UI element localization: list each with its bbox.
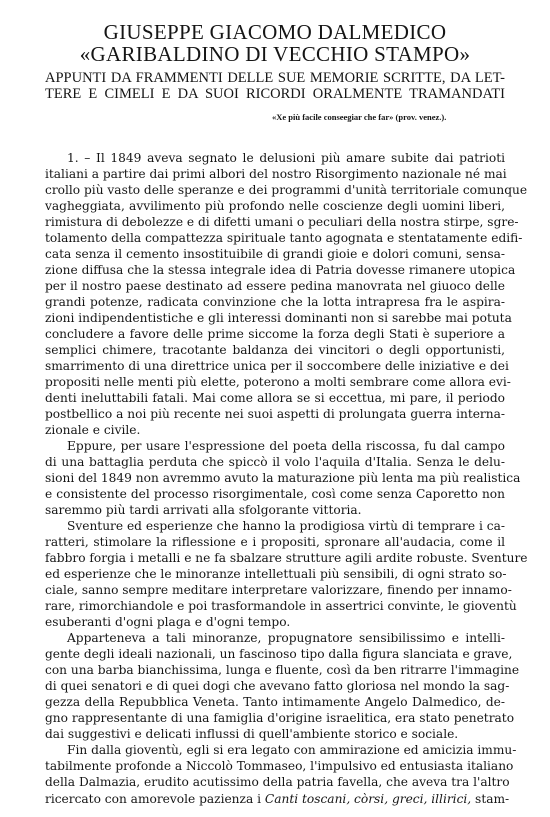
body-line: ratteri, stimolare la riflessione e i propositi, spronare all'audacia, come il xyxy=(45,535,505,549)
epigraph: «Xe più facile conseegiar che far» (prov. venez.). xyxy=(272,112,447,122)
body-line: Fin dalla gioventù, egli si era legato con ammirazione ed amicizia immu- xyxy=(67,743,517,757)
subtitle-line-1: APPUNTI DA FRAMMENTI DELLE SUE MEMORIE SCRITTE, DA LET- xyxy=(45,70,505,86)
article-title: «GARIBALDINO DI VECCHIO STAMPO» xyxy=(79,42,471,66)
body-line: saremmo più tardi arrivati alla sfolgorante vittoria. xyxy=(45,503,362,517)
body-line: sioni del 1849 non avremmo avuto la maturazione più lenta ma più realistica xyxy=(45,471,521,485)
last-line-end: stam- xyxy=(471,792,510,806)
body-line: Sventure ed esperienze che hanno la prodigiosa virtù di temprare i ca- xyxy=(67,519,505,533)
body-line: rimistura di debolezze e di difetti umani o peculiari della nostra stirpe, sgre- xyxy=(45,215,519,229)
body-line: denti ineluttabili fatali. Mai come allora se si eccettua, mi pare, il periodo xyxy=(45,391,505,405)
subtitle-line-2: TERE E CIMELI E DA SUOI RICORDI ORALMENTE TRAMANDATI xyxy=(45,86,505,102)
body-line: gezza della Repubblica Veneta. Tanto intimamente Angelo Dalmedico, de- xyxy=(45,695,505,709)
body-line: zionale e civile. xyxy=(45,423,141,437)
body-line: con una barba bianchissima, lunga e fluente, così da ben ritrarre l'immagine xyxy=(45,663,520,677)
body-line: dai suggestivi e delicati influssi di quell'ambiente storico e sociale. xyxy=(45,727,459,741)
body-line: di quei senatori e di quei dogi che avevano fatto gloriosa nel mondo la sag- xyxy=(45,679,510,693)
body-line: esuberanti d'ogni plaga e d'ogni tempo. xyxy=(45,615,291,629)
body-line: zione diffusa che la stessa integrale idea di Patria dovesse rimanere utopica xyxy=(45,263,516,277)
body-line: gno rappresentante di una famiglia d'origine israelitica, era stato penetrato xyxy=(45,711,515,725)
body-line: per il nostro paese destinato ad essere pedina manovrata nel giuoco delle xyxy=(45,279,505,293)
body-line: ciale, sanno sempre meditare interpretare valorizzare, finendo per innamo- xyxy=(45,583,512,597)
body-line: fabbro forgia i metalli e ne fa sbalzare strutture agili ardite robuste. Sventure xyxy=(45,551,528,565)
body-line: concludere a favore delle prime siccome la forza degli Stati è superiore a xyxy=(45,327,505,341)
body-line: rare, rimorchiandole e poi trasformandole in assertrici convinte, le gioventù xyxy=(45,599,517,613)
body-line: di una battaglia perduta che spiccò il volo l'aquila d'Italia. Senza le delu- xyxy=(45,455,505,469)
body-line: Eppure, per usare l'espressione del poeta della riscossa, fu dal campo xyxy=(67,439,505,453)
body-line: smarrimento di una direttrice unica per il soccombere delle iniziative e dei xyxy=(45,359,509,373)
body-line: propositi nelle menti più elette, poterono a molti sembrare come allora evi- xyxy=(45,375,511,389)
body-line: tolamento della compattezza spirituale tanto agognata e stentatamente edifi- xyxy=(45,231,523,245)
body-line: 1. – Il 1849 aveva segnato le delusioni più amare subite dai patrioti xyxy=(67,151,505,165)
body-line: zioni indipendentistiche e gli interessi dominanti non si sarebbe mai potuta xyxy=(45,311,512,325)
italic-titles: Canti toscani, còrsi, greci, illirici, xyxy=(264,792,472,806)
last-line-start: ricercato con amorevole pazienza i xyxy=(45,792,265,806)
body-line: postbellico a noi più recente nei suoi aspetti di prolungata guerra interna- xyxy=(45,407,505,421)
body-line: cata senza il cemento insostituibile di grandi gioie e dolori comuni, sensa- xyxy=(45,247,505,261)
body-line: italiani a partire dai primi albori del nostro Risorgimento nazionale né mai xyxy=(45,167,507,181)
body-line: e consistente del processo risorgimentale, così come senza Caporetto non xyxy=(45,487,505,501)
body-line: Apparteneva a tali minoranze, propugnatore sensibilissimo e intelli- xyxy=(67,631,505,645)
body-line: vagheggiata, avvilimento più profondo nelle coscienze degli uomini liberi, xyxy=(45,199,505,213)
body-line: gente degli ideali nazionali, un fascinoso tipo dalla figura slanciata e grave, xyxy=(45,647,513,661)
body-line: crollo più vasto delle speranze e dei programmi d'unità territoriale comunque xyxy=(45,183,528,197)
body-line-last xyxy=(45,791,510,808)
body-line: tabilmente profonde a Niccolò Tommaseo, l'impulsivo ed entusiasta italiano xyxy=(45,759,514,773)
body-line: ed esperienze che le minoranze intellettuali più sensibili, di ogni strato so- xyxy=(45,567,507,581)
body-line: della Dalmazia, erudito acutissimo della patria favella, che aveva tra l'altro xyxy=(45,775,510,789)
body-line: grandi potenze, radicata convinzione che la lotta intrapresa fra le aspira- xyxy=(45,295,505,309)
body-line: semplici chimere, tracotante baldanza dei vincitori o degli opportunisti, xyxy=(45,343,505,357)
author-name: GIUSEPPE GIACOMO DALMEDICO xyxy=(103,20,447,44)
